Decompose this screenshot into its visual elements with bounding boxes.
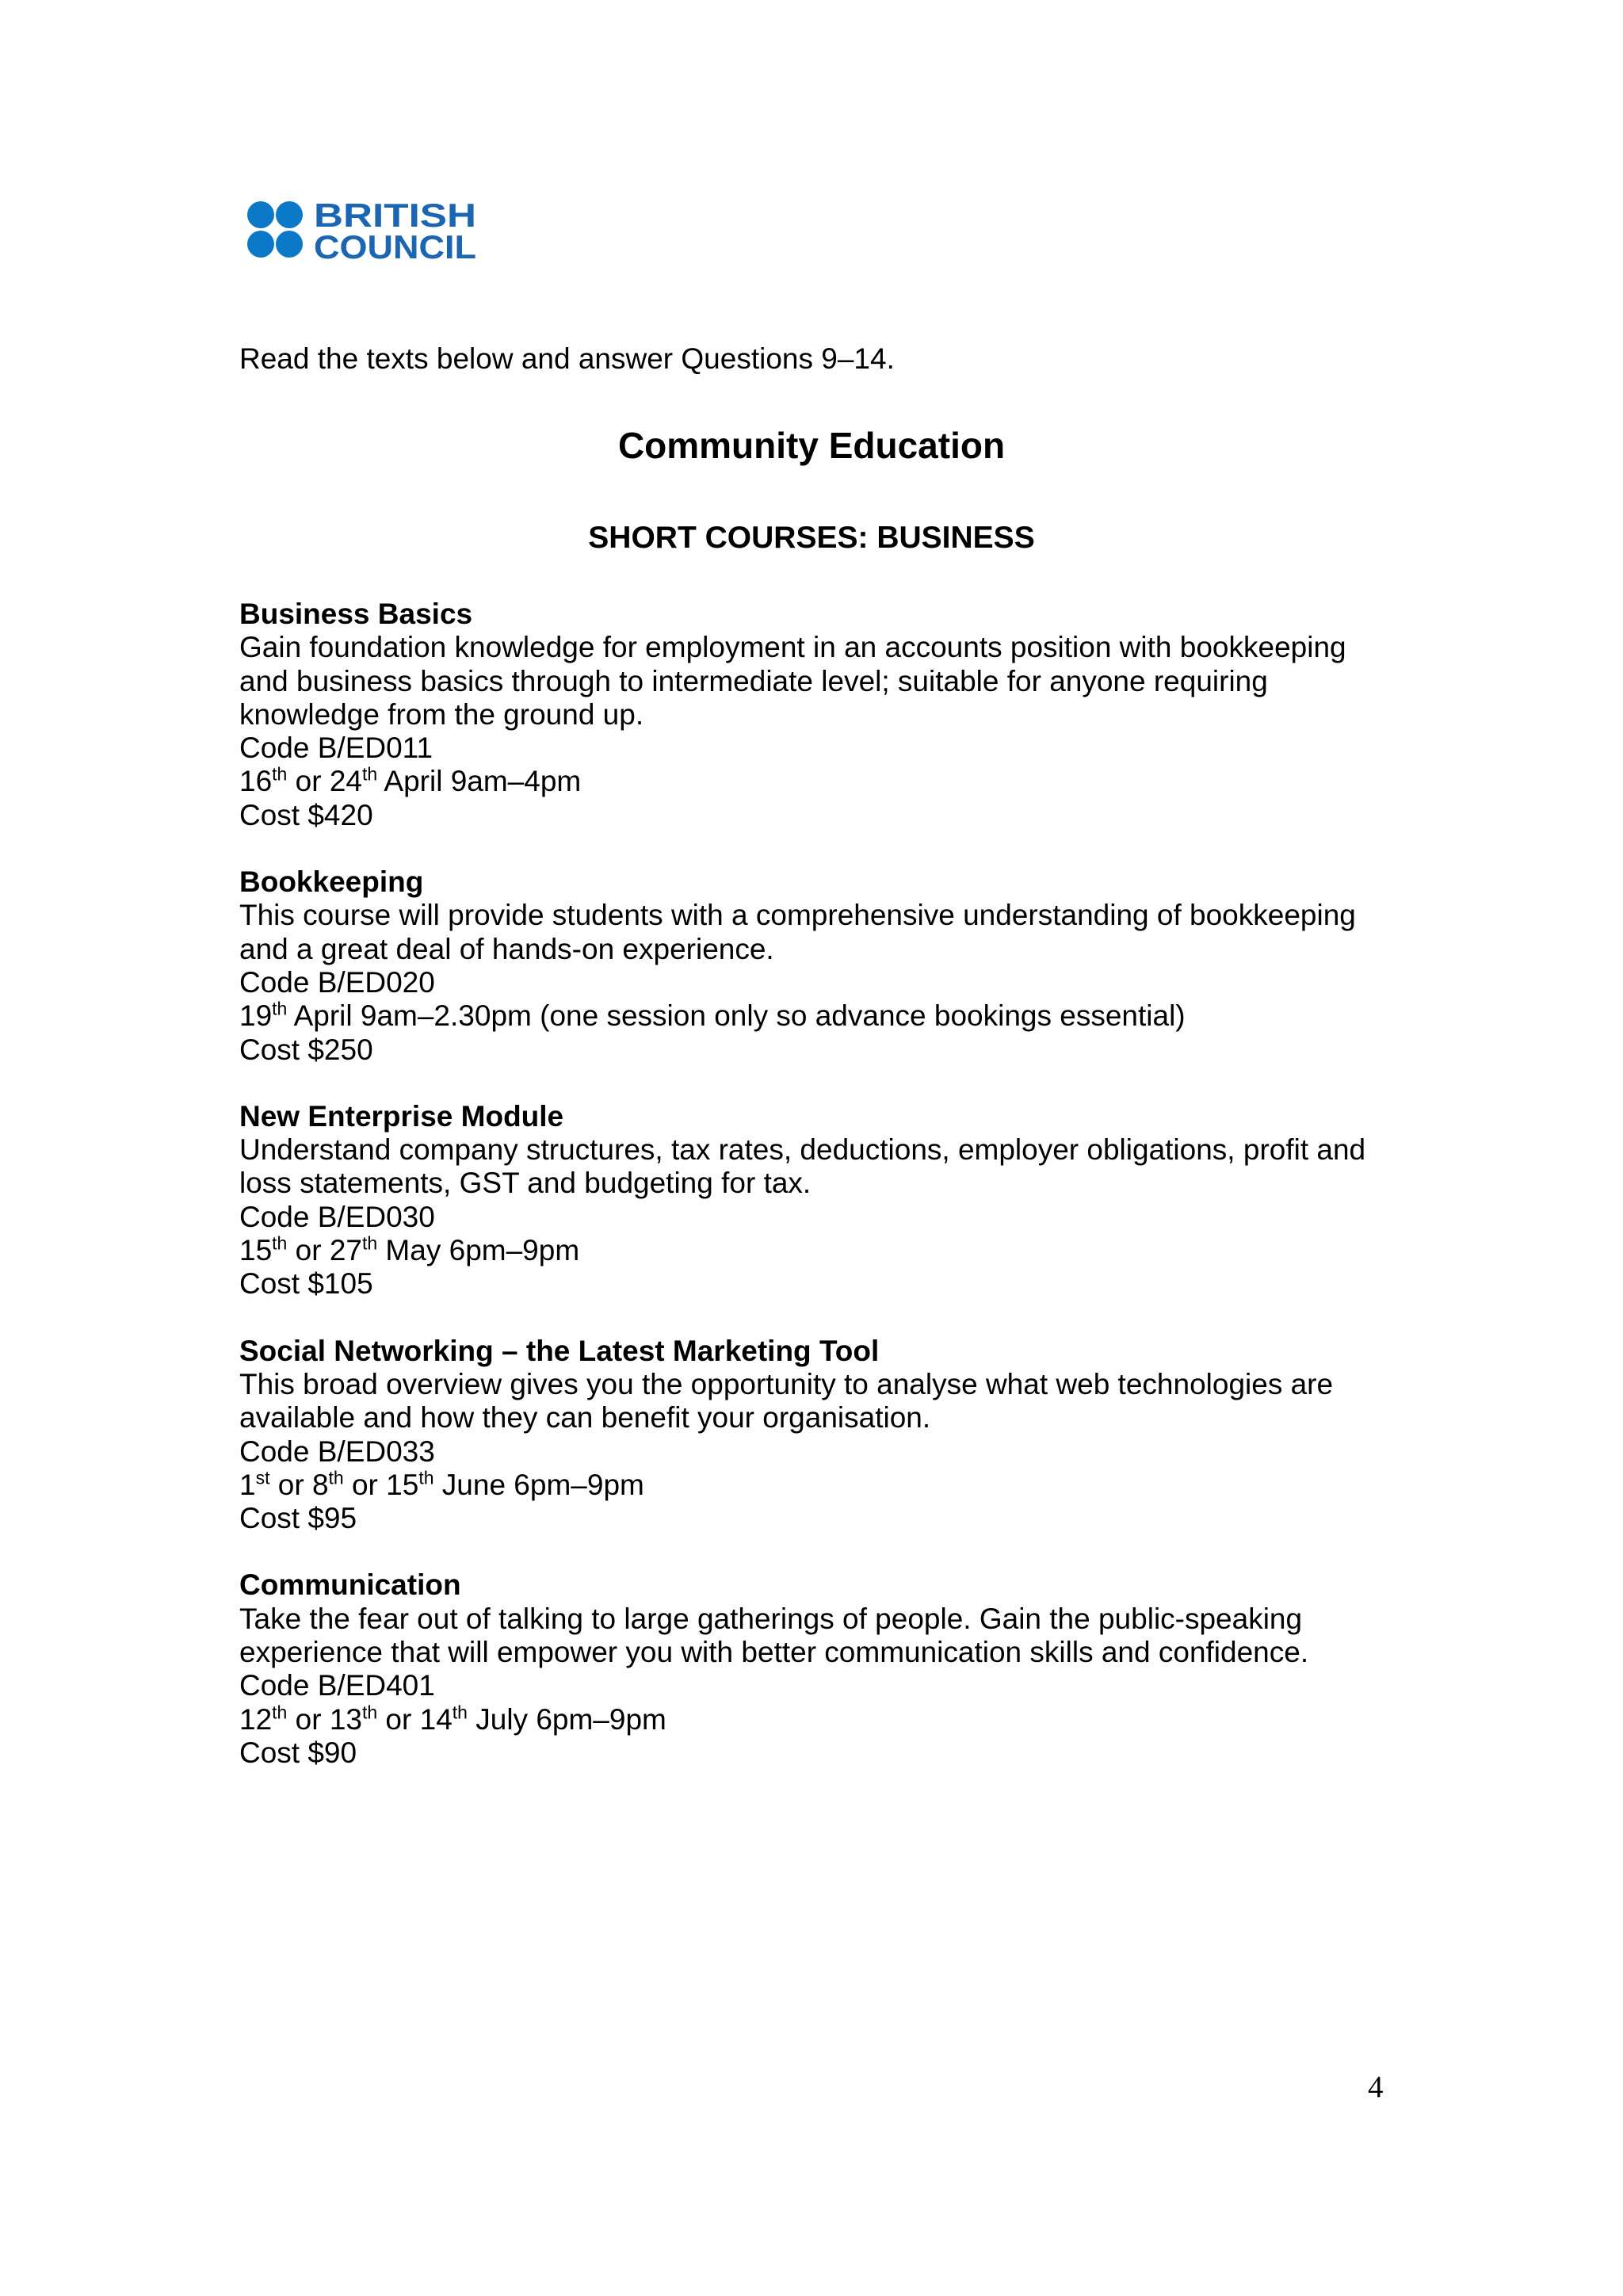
logo-dot [247, 201, 274, 228]
date-text: July 6pm–9pm [467, 1702, 666, 1736]
course-name: Social Networking – the Latest Marketing Tool [239, 1334, 880, 1367]
course-cost: Cost $420 [239, 798, 373, 831]
course-code: Code B/ED020 [239, 965, 435, 999]
course-dates [239, 765, 1396, 798]
date-ordinal-suffix: th [361, 1702, 378, 1723]
logo-dot [247, 231, 274, 258]
course-cost: Cost $105 [239, 1267, 373, 1301]
logo-dot [276, 231, 303, 258]
course-cost: Cost $90 [239, 1736, 357, 1769]
date-text: April 9am–4pm [377, 765, 582, 798]
course-description: Take the fear out of talking to large gatherings of people. Gain the public-speaking experience that will empower you with better communication skills and confidence. [239, 1602, 1309, 1669]
date-text: or [377, 1702, 420, 1736]
course-description: This course will provide students with a comprehensive understanding of bookkeeping and a great deal of hands-on experience. [239, 899, 1356, 965]
date-day: 24 [329, 765, 362, 798]
date-ordinal-suffix: th [418, 1467, 434, 1488]
date-day: 8 [311, 1468, 329, 1501]
date-day: 12 [239, 1702, 273, 1736]
date-ordinal-suffix: th [272, 1232, 288, 1254]
course-code: Code B/ED401 [239, 1669, 435, 1702]
date-ordinal-suffix: th [361, 764, 378, 785]
course-description: This broad overview gives you the opportunity to analyse what web technologies are available and how they can benefit your organisation. [239, 1367, 1334, 1435]
course-dates [239, 999, 1396, 1033]
date-day: 15 [386, 1468, 419, 1501]
date-day: 19 [239, 999, 273, 1033]
course-code: Code B/ED030 [239, 1200, 435, 1233]
date-day: 15 [239, 1234, 273, 1267]
course-description: Understand company structures, tax rates, deductions, employer obligations, profit and loss statements, GST and budgeting for tax. [239, 1133, 1366, 1200]
course-name: Business Basics [239, 598, 473, 630]
logo-line-1: BRITISH [314, 197, 476, 234]
date-text: or [343, 1468, 387, 1501]
date-text: or [287, 1234, 330, 1267]
instructions: Read the texts below and answer Questions 9–14. [239, 342, 895, 375]
logo-graphic [246, 195, 484, 266]
date-ordinal-suffix: th [272, 998, 288, 1019]
date-ordinal-suffix: th [272, 1702, 288, 1723]
date-ordinal-suffix: th [328, 1467, 344, 1488]
date-text: or [287, 1702, 330, 1736]
course-name: Communication [239, 1568, 461, 1602]
date-text: June 6pm–9pm [433, 1468, 644, 1501]
date-ordinal-suffix: th [361, 1232, 378, 1254]
date-ordinal-suffix: th [452, 1702, 468, 1723]
course-dates [239, 1469, 1396, 1502]
page-number: 4 [1368, 2070, 1384, 2104]
date-text: or [269, 1468, 312, 1501]
course-description: Gain foundation knowledge for employment in an accounts position with bookkeeping and business basics through to intermediate level; suitable for anyone requiring knowledge from the ground up. [239, 631, 1346, 731]
course-cost: Cost $250 [239, 1033, 373, 1066]
date-text: or [287, 765, 330, 798]
course-cost: Cost $95 [239, 1502, 357, 1535]
date-day: 1 [239, 1468, 256, 1501]
course-list [239, 598, 1396, 1803]
date-text: May 6pm–9pm [377, 1234, 580, 1267]
course-dates [239, 1234, 1396, 1267]
course-code: Code B/ED011 [239, 732, 433, 765]
course-name: Bookkeeping [239, 865, 424, 899]
course-block [239, 1335, 1396, 1536]
date-day: 27 [329, 1234, 362, 1267]
date-day: 14 [419, 1702, 453, 1736]
date-text: April 9am–2.30pm (one session only so advance bookings essential) [287, 999, 1186, 1033]
date-ordinal-suffix: st [255, 1467, 270, 1488]
course-block [239, 598, 1396, 832]
british-council-logo [246, 195, 484, 266]
logo-line-2: COUNCIL [314, 228, 476, 266]
course-block [239, 1568, 1396, 1770]
date-day: 13 [329, 1702, 362, 1736]
course-block [239, 865, 1396, 1067]
page-title: Community Education [617, 425, 1006, 466]
date-ordinal-suffix: th [272, 764, 288, 785]
logo-dot [276, 201, 303, 228]
section-subtitle: SHORT COURSES: BUSINESS [588, 521, 1035, 555]
course-code: Code B/ED033 [239, 1435, 435, 1468]
course-dates [239, 1703, 1396, 1736]
course-name: New Enterprise Module [239, 1099, 564, 1133]
course-block [239, 1100, 1396, 1301]
date-day: 16 [239, 765, 273, 798]
